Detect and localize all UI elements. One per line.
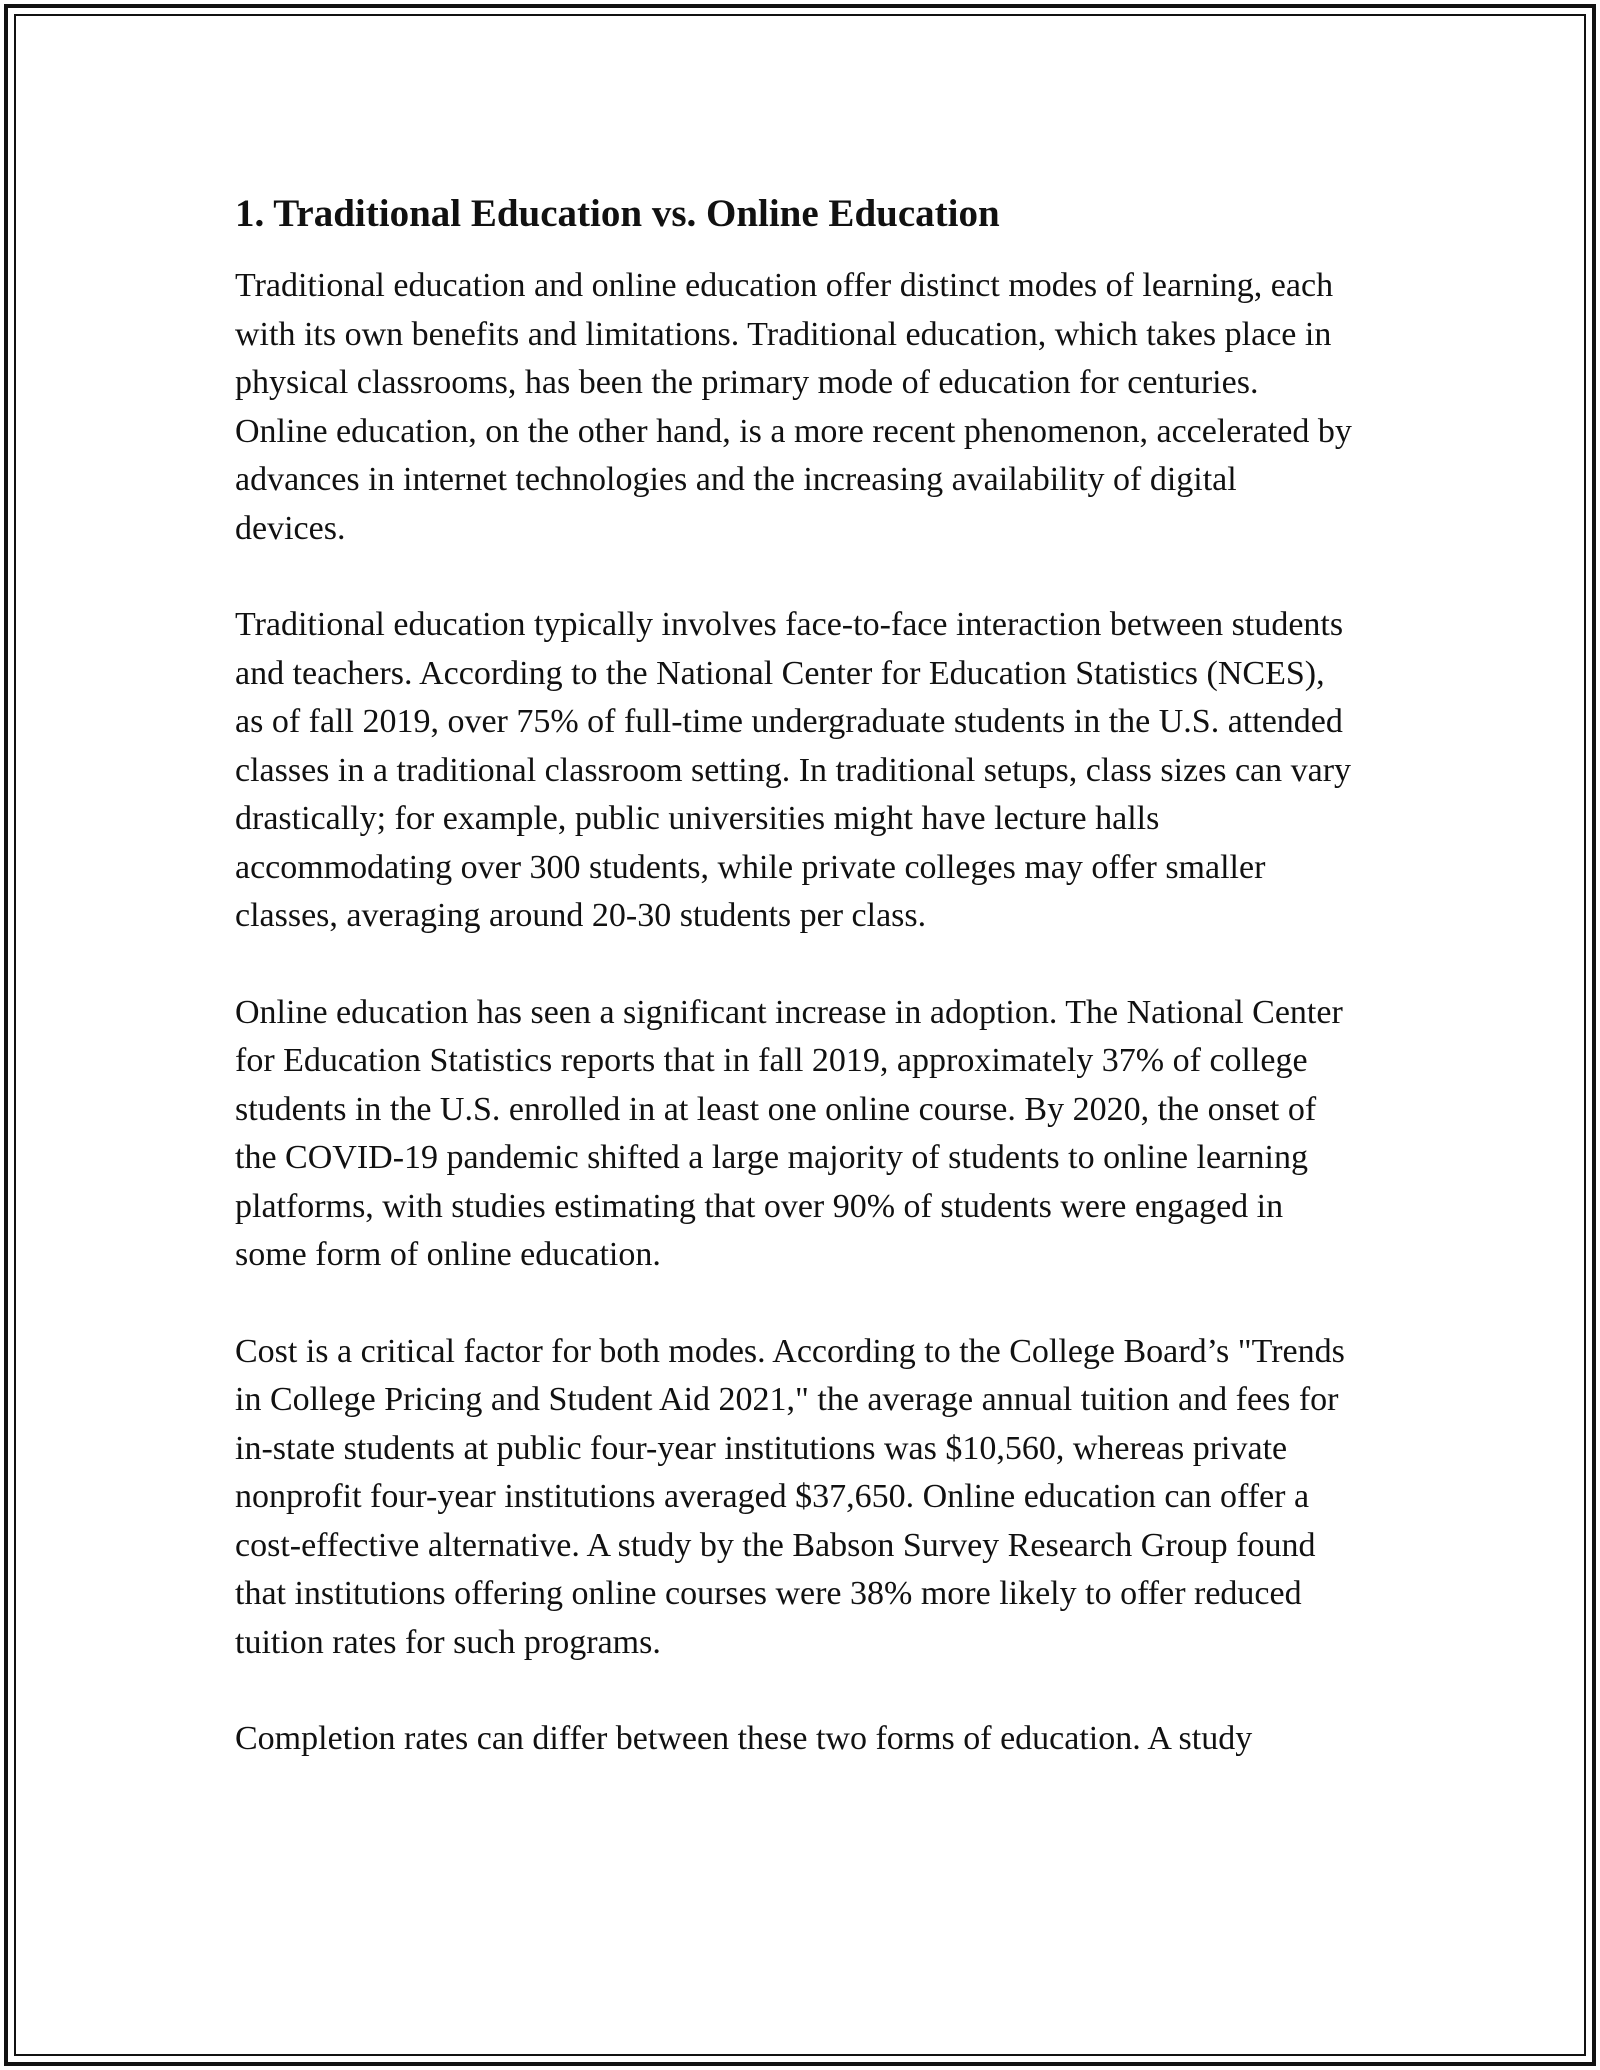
document-body [235, 188, 1355, 1764]
paragraph-intro: Traditional education and online education offer distinct modes of learning, each with its own benefits and limitations. Traditional education, which takes place in physical classrooms, has been the primary mode of education for centuries. Online education, on the other hand, is a more recent phenomenon, accelerated by advances in internet technologies and the increasing availability of digital devices. [235, 267, 1352, 547]
paragraph-cost: Cost is a critical factor for both modes. According to the College Board’s "Trends in College Pricing and Student Aid 2021," the average annual tuition and fees for in-state students at public four-year institutions was $10,560, whereas private nonprofit four-year institutions averaged $37,650. Online education can offer a cost-effective alternative. A study by the Babson Survey Research Group found that institutions offering online courses were 38% more likely to offer reduced tuition rates for such programs. [235, 1332, 1345, 1661]
paragraph-spacing [235, 1667, 1355, 1715]
paragraph-traditional: Traditional education typically involves face-to-face interaction between students and teachers. According to the National Center for Education Statistics (NCES), as of fall 2019, over 75% of full-time undergraduate students in the U.S. attended classes in a traditional classroom setting. In traditional setups, class sizes can vary drastically; for example, public universities might have lecture halls accommodating over 300 students, while private colleges may offer smaller classes, averaging around 20-30 students per class. [235, 606, 1352, 934]
paragraph-completion: Completion rates can differ between these two forms of education. A study [235, 1720, 1253, 1757]
paragraph-spacing [235, 941, 1355, 989]
paragraph-spacing [235, 553, 1355, 601]
title-spacing [235, 240, 1355, 262]
paragraph-online: Online education has seen a significant increase in adoption. The National Center for Education Statistics reports that in fall 2019, approximately 37% of college students in the U.S. enrolled in at least one online course. By 2020, the onset of the COVID-19 pandemic shifted a large majority of students to online learning platforms, with studies estimating that over 90% of students were engaged in some form of online education. [235, 993, 1343, 1273]
section-title: 1. Traditional Education vs. Online Education [235, 192, 1000, 235]
paragraph-spacing [235, 1280, 1355, 1328]
